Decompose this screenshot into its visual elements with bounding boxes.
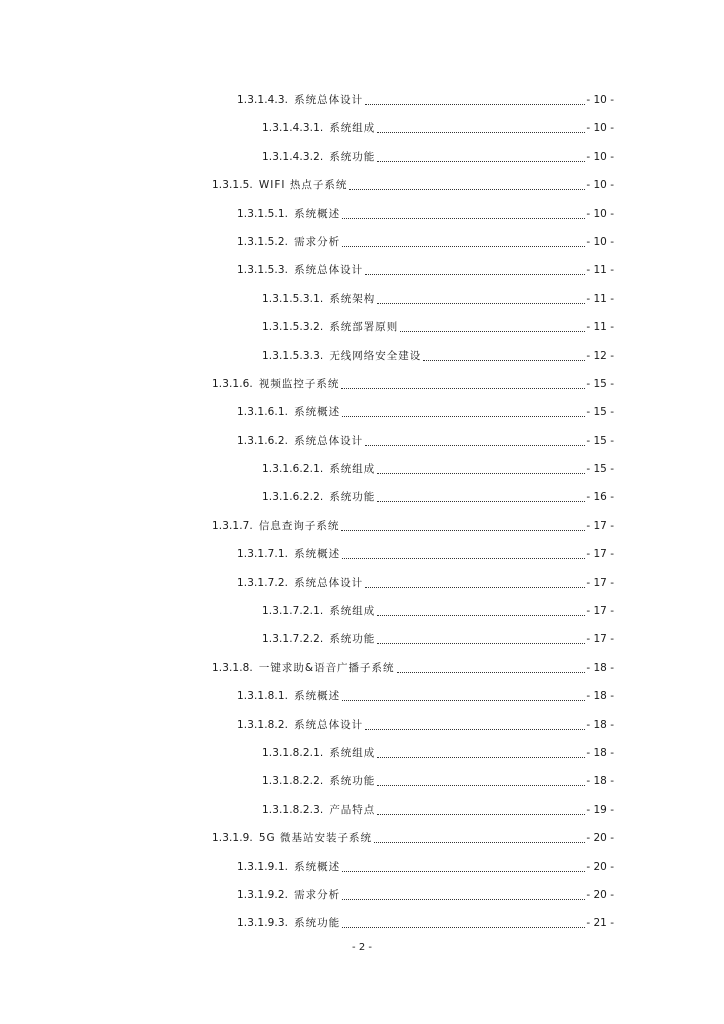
toc-entry-page: - 11 - xyxy=(586,264,614,277)
toc-dot-leader xyxy=(342,860,585,872)
toc-dot-leader xyxy=(342,689,585,701)
toc-entry-number: 1.3.1.6. xyxy=(212,377,253,390)
toc-entry-title: 系统组成 xyxy=(329,122,376,135)
toc-entry[interactable] xyxy=(0,661,724,689)
toc-dot-leader xyxy=(365,576,585,588)
toc-dot-leader xyxy=(341,377,585,389)
toc-entry-title: 系统总体设计 xyxy=(294,576,364,589)
toc-entry-title: 需求分析 xyxy=(294,888,341,901)
toc-entry-title: 系统功能 xyxy=(294,917,341,930)
toc-entry-page: - 17 - xyxy=(586,548,614,561)
toc-entry-number: 1.3.1.5.3.2. xyxy=(262,321,324,334)
toc-entry-page: - 10 - xyxy=(586,150,614,163)
toc-entry-title: 系统组成 xyxy=(329,605,376,618)
toc-dot-leader xyxy=(342,235,585,247)
toc-entry-page: - 16 - xyxy=(586,491,614,504)
toc-entry-title: 系统功能 xyxy=(329,150,376,163)
toc-entry[interactable] xyxy=(0,547,724,575)
toc-entry-page: - 20 - xyxy=(586,832,614,845)
toc-entry-page: - 11 - xyxy=(586,292,614,305)
toc-entry-page: - 15 - xyxy=(586,434,614,447)
toc-entry[interactable] xyxy=(0,916,724,944)
toc-entry-number: 1.3.1.4.3.1. xyxy=(262,122,324,135)
toc-entry-number: 1.3.1.5. xyxy=(212,179,253,192)
toc-entry-page: - 10 - xyxy=(586,94,614,106)
toc-entry[interactable] xyxy=(0,490,724,518)
toc-entry[interactable] xyxy=(0,746,724,774)
toc-dot-leader xyxy=(377,604,585,616)
toc-entry[interactable] xyxy=(0,774,724,802)
toc-entry-page: - 20 - xyxy=(586,888,614,901)
toc-dot-leader xyxy=(365,434,585,446)
toc-entry-title: 一键求助&语音广播子系统 xyxy=(258,661,395,674)
toc-entry-number: 1.3.1.6.2. xyxy=(237,434,289,447)
toc-entry-title: 系统组成 xyxy=(329,463,376,476)
toc-entry-title: 5G 微基站安装子系统 xyxy=(258,832,373,845)
toc-entry-page: - 12 - xyxy=(586,349,614,362)
toc-entry-title: 系统部署原则 xyxy=(329,321,399,334)
toc-dot-leader xyxy=(365,718,585,730)
toc-entry-page: - 17 - xyxy=(586,605,614,618)
toc-entry-title: WIFI 热点子系统 xyxy=(258,179,348,192)
toc-entry-page: - 15 - xyxy=(586,406,614,419)
toc-entry-number: 1.3.1.7.2.1. xyxy=(262,605,324,618)
toc-dot-leader xyxy=(400,320,585,332)
toc-entry-page: - 19 - xyxy=(586,803,614,816)
toc-entry[interactable] xyxy=(0,604,724,632)
toc-entry[interactable] xyxy=(0,576,724,604)
toc-entry-number: 1.3.1.8. xyxy=(212,661,253,674)
page-footer-number: - 2 - xyxy=(352,942,372,953)
toc-entry[interactable] xyxy=(0,632,724,660)
toc-entry-title: 系统总体设计 xyxy=(294,264,364,277)
toc-dot-leader xyxy=(342,547,585,559)
toc-entry-number: 1.3.1.5.2. xyxy=(237,235,289,248)
toc-entry-title: 需求分析 xyxy=(294,235,341,248)
toc-entry-page: - 10 - xyxy=(586,207,614,220)
toc-entry[interactable] xyxy=(0,519,724,547)
toc-entry[interactable] xyxy=(0,178,724,206)
toc-entry-number: 1.3.1.4.3. xyxy=(237,94,289,106)
toc-entry-number: 1.3.1.9.2. xyxy=(237,888,289,901)
toc-entry-number: 1.3.1.5.3. xyxy=(237,264,289,277)
toc-entry-number: 1.3.1.4.3.2. xyxy=(262,150,324,163)
toc-entry-number: 1.3.1.6.2.1. xyxy=(262,463,324,476)
toc-entry-title: 系统总体设计 xyxy=(294,434,364,447)
toc-entry-title: 系统概述 xyxy=(294,690,341,703)
toc-entry[interactable] xyxy=(0,349,724,377)
toc-dot-leader xyxy=(342,916,585,928)
toc-entry-number: 1.3.1.9. xyxy=(212,832,253,845)
toc-entry-page: - 18 - xyxy=(586,690,614,703)
toc-entry-page: - 21 - xyxy=(586,917,614,930)
toc-entry[interactable] xyxy=(0,888,724,916)
toc-entry-title: 系统功能 xyxy=(329,633,376,646)
toc-dot-leader xyxy=(349,178,585,190)
toc-entry-title: 系统概述 xyxy=(294,548,341,561)
toc-entry-page: - 10 - xyxy=(586,122,614,135)
toc-entry-number: 1.3.1.8.2. xyxy=(237,718,289,731)
toc-entry-number: 1.3.1.5.3.1. xyxy=(262,292,324,305)
toc-entry-number: 1.3.1.8.2.1. xyxy=(262,746,324,759)
toc-entry[interactable] xyxy=(0,803,724,831)
toc-dot-leader xyxy=(377,774,585,786)
toc-entry-title: 系统功能 xyxy=(329,775,376,788)
toc-entry[interactable] xyxy=(0,462,724,490)
toc-entry-title: 系统概述 xyxy=(294,207,341,220)
toc-entry-number: 1.3.1.9.3. xyxy=(237,917,289,930)
toc-entry[interactable] xyxy=(0,121,724,149)
toc-entry[interactable] xyxy=(0,831,724,859)
toc-entry-page: - 17 - xyxy=(586,633,614,646)
toc-entry-page: - 17 - xyxy=(586,519,614,532)
toc-dot-leader xyxy=(423,349,585,361)
toc-entry-title: 信息查询子系统 xyxy=(258,519,340,532)
toc-entry[interactable] xyxy=(0,434,724,462)
toc-entry-page: - 15 - xyxy=(586,377,614,390)
toc-entry-title: 系统总体设计 xyxy=(294,94,364,106)
toc-entry[interactable] xyxy=(0,377,724,405)
toc-entry-number: 1.3.1.9.1. xyxy=(237,860,289,873)
table-of-contents xyxy=(0,93,724,945)
toc-entry-number: 1.3.1.7.1. xyxy=(237,548,289,561)
toc-dot-leader xyxy=(374,831,585,843)
toc-entry[interactable] xyxy=(0,860,724,888)
toc-dot-leader xyxy=(397,661,586,673)
toc-dot-leader xyxy=(365,263,585,275)
toc-entry[interactable] xyxy=(0,207,724,235)
toc-dot-leader xyxy=(377,292,585,304)
toc-dot-leader xyxy=(377,121,585,133)
toc-entry-number: 1.3.1.5.3.3. xyxy=(262,349,324,362)
toc-entry-page: - 10 - xyxy=(586,179,614,192)
toc-entry[interactable] xyxy=(0,320,724,348)
toc-entry-page: - 15 - xyxy=(586,463,614,476)
toc-entry-number: 1.3.1.7.2. xyxy=(237,576,289,589)
toc-entry-title: 系统架构 xyxy=(329,292,376,305)
toc-entry-number: 1.3.1.8.2.2. xyxy=(262,775,324,788)
toc-entry[interactable] xyxy=(0,292,724,320)
toc-entry-number: 1.3.1.5.1. xyxy=(237,207,289,220)
toc-entry-page: - 18 - xyxy=(586,718,614,731)
toc-entry-page: - 10 - xyxy=(586,235,614,248)
toc-entry-number: 1.3.1.8.2.3. xyxy=(262,803,324,816)
toc-entry-title: 系统概述 xyxy=(294,406,341,419)
toc-entry-page: - 11 - xyxy=(586,321,614,334)
toc-dot-leader xyxy=(377,462,585,474)
toc-entry[interactable] xyxy=(0,150,724,178)
toc-dot-leader xyxy=(342,888,585,900)
toc-entry-title: 系统概述 xyxy=(294,860,341,873)
toc-dot-leader xyxy=(377,490,585,502)
toc-entry-title: 产品特点 xyxy=(329,803,376,816)
toc-dot-leader xyxy=(377,746,585,758)
toc-entry-number: 1.3.1.8.1. xyxy=(237,690,289,703)
toc-entry-page: - 20 - xyxy=(586,860,614,873)
toc-dot-leader xyxy=(377,150,585,162)
toc-entry-page: - 18 - xyxy=(586,775,614,788)
toc-entry[interactable] xyxy=(0,235,724,263)
toc-dot-leader xyxy=(365,93,585,105)
toc-entry-number: 1.3.1.6.2.2. xyxy=(262,491,324,504)
toc-dot-leader xyxy=(341,519,585,531)
toc-entry-title: 视频监控子系统 xyxy=(258,377,340,390)
toc-entry[interactable] xyxy=(0,689,724,717)
toc-entry-title: 无线网络安全建设 xyxy=(329,349,422,362)
toc-entry[interactable] xyxy=(0,718,724,746)
toc-dot-leader xyxy=(377,632,585,644)
toc-entry-number: 1.3.1.6.1. xyxy=(237,406,289,419)
toc-dot-leader xyxy=(377,803,585,815)
toc-dot-leader xyxy=(342,207,585,219)
toc-entry-page: - 18 - xyxy=(586,746,614,759)
toc-entry-page: - 17 - xyxy=(586,576,614,589)
toc-entry[interactable] xyxy=(0,263,724,291)
toc-entry-title: 系统功能 xyxy=(329,491,376,504)
toc-entry-number: 1.3.1.7.2.2. xyxy=(262,633,324,646)
toc-entry-title: 系统总体设计 xyxy=(294,718,364,731)
toc-entry[interactable] xyxy=(0,93,724,121)
toc-entry-title: 系统组成 xyxy=(329,746,376,759)
toc-dot-leader xyxy=(342,405,585,417)
toc-entry-page: - 18 - xyxy=(586,661,614,674)
toc-entry[interactable] xyxy=(0,405,724,433)
toc-entry-number: 1.3.1.7. xyxy=(212,519,253,532)
